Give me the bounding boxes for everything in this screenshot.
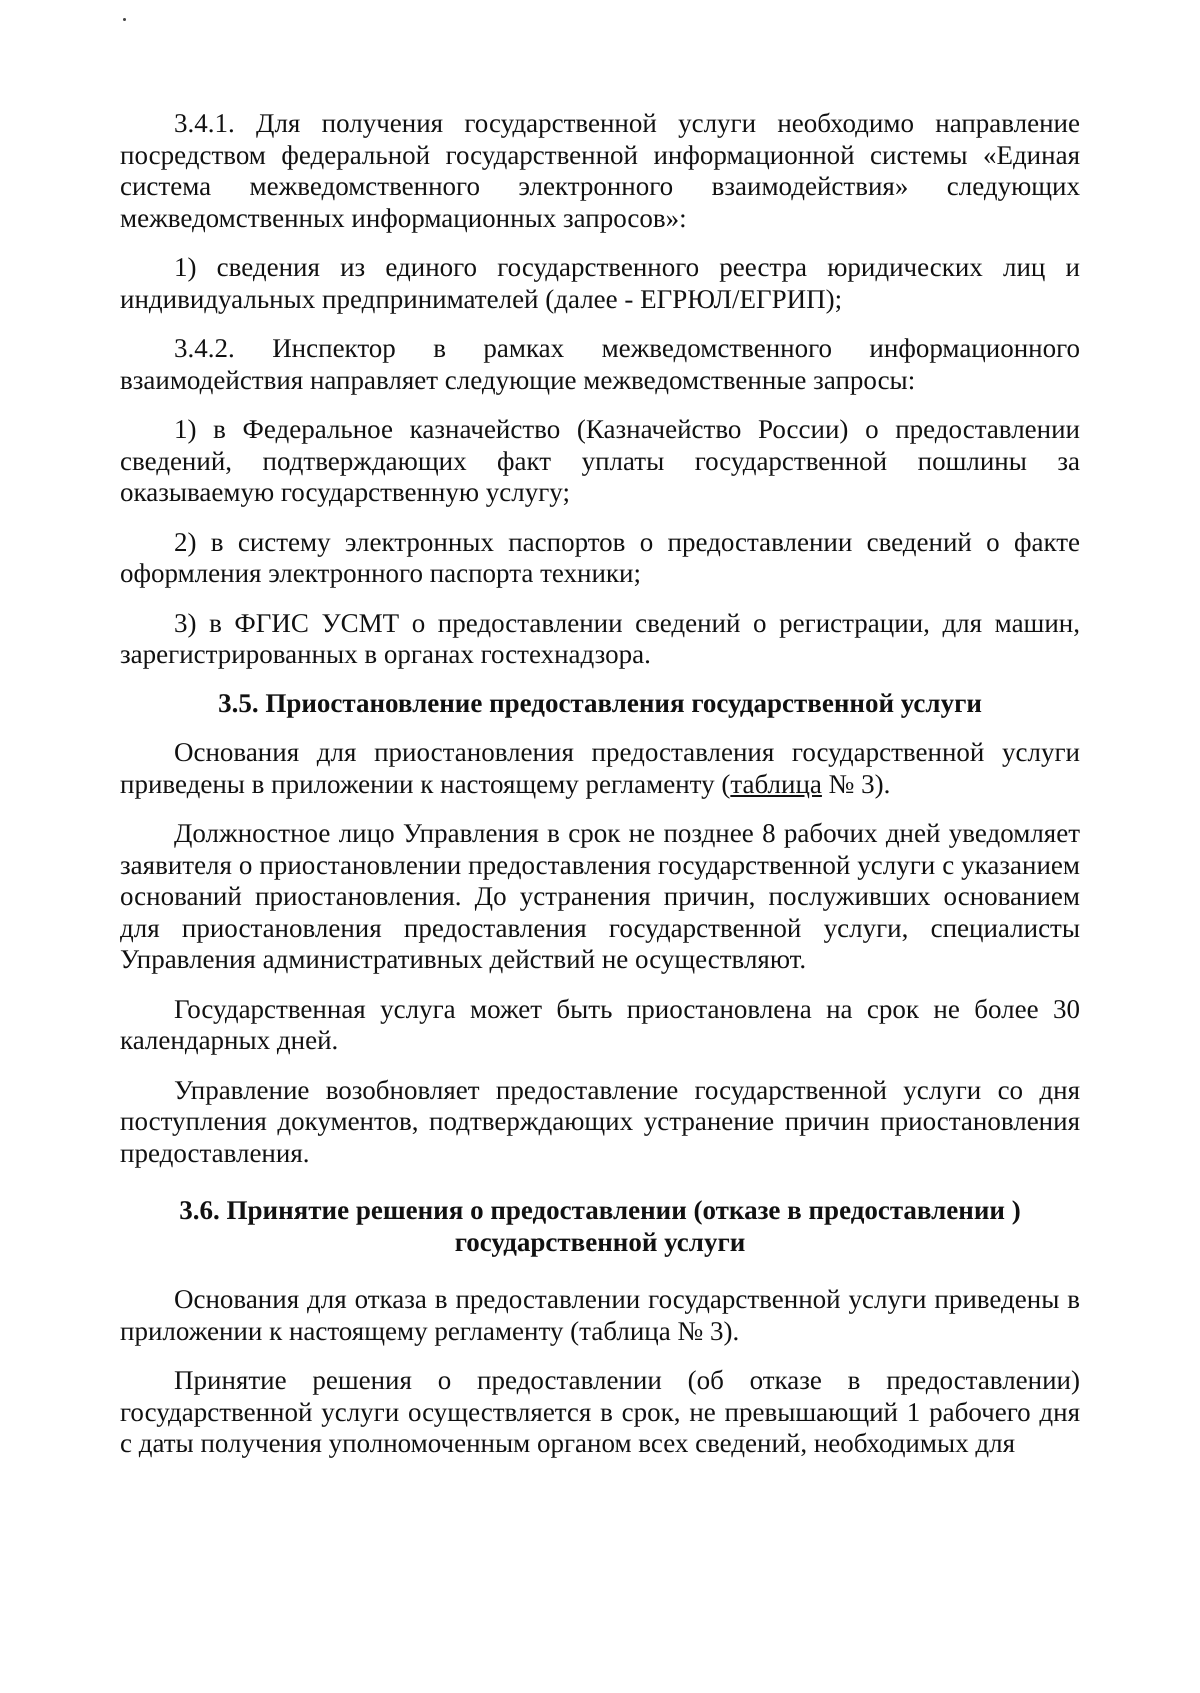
section-heading-3-6-line-1: 3.6. Принятие решения о предоставлении (отказе в предоставлении ) [179, 1195, 1021, 1225]
paragraph-3-4-2: 3.4.2. Инспектор в рамках межведомственного информационного взаимодействия направляет следующие межведомственные запросы: [120, 333, 1080, 395]
paragraph-3-5-2: Должностное лицо Управления в срок не позднее 8 рабочих дней уведомляет заявителя о приостановлении предоставления государственной услуги с указанием оснований приостановления. До устранения причин, послуживших основанием для приостановления предоставления государственной услуги, специалисты Управления административных действий не осуществляют. [120, 818, 1080, 974]
paragraph-3-5-1 [120, 737, 1080, 800]
paragraph-3-4-2-item-2: 2) в систему электронных паспортов о предоставлении сведений о факте оформления электронного паспорта техники; [120, 526, 1080, 588]
document-page [120, 108, 1080, 1460]
paragraph-3-6-1: Основания для отказа в предоставлении государственной услуги приведены в приложении к настоящему регламенту (таблица № 3). [120, 1284, 1080, 1346]
section-heading-3-5: 3.5. Приостановление предоставления государственной услуги [218, 687, 982, 718]
paragraph-3-6-2: Принятие решения о предоставлении (об отказе в предоставлении) государственной услуги осуществляется в срок, не превышающий 1 рабочего дня с даты получения уполномоченным органом всех сведений, необходимых для [120, 1365, 1080, 1458]
paragraph-3-5-4: Управление возобновляет предоставление государственной услуги со дня поступления документов, подтверждающих устранение причин приостановления предоставления. [120, 1074, 1080, 1168]
section-heading-3-6-line-2: государственной услуги [454, 1226, 746, 1257]
paragraph-3-5-1-text: Основания для приостановления предоставления государственной услуги приведены в приложении к настоящему регламенту ( [120, 737, 1080, 799]
paragraph-3-5-3: Государственная услуга может быть приостановлена на срок не более 30 календарных дней. [120, 993, 1080, 1055]
paragraph-3-4-1-item-1: 1) сведения из единого государственного реестра юридических лиц и индивидуальных предпринимателей (далее - ЕГРЮЛ/ЕГРИП); [120, 252, 1080, 314]
paragraph-3-4-2-item-3: 3) в ФГИС УСМТ о предоставлении сведений о регистрации, для машин, зарегистрированных в органах гостехнадзора. [120, 607, 1080, 669]
paragraph-3-5-1-tail: № 3). [821, 768, 891, 799]
scan-speck [123, 18, 126, 21]
paragraph-3-4-2-item-1: 1) в Федеральное казначейство (Казначейство России) о предоставлении сведений, подтверждающих факт уплаты государственной пошлины за оказываемую государственную услугу; [120, 414, 1080, 507]
table-reference-link[interactable]: таблица [730, 768, 822, 799]
section-heading-3-6 [120, 1195, 1080, 1258]
paragraph-3-4-1: 3.4.1. Для получения государственной услуги необходимо направление посредством федеральной государственной информационной системы «Единая система межведомственного электронного взаимодействия» следующих межведомственных информационных запросов»: [120, 108, 1080, 233]
